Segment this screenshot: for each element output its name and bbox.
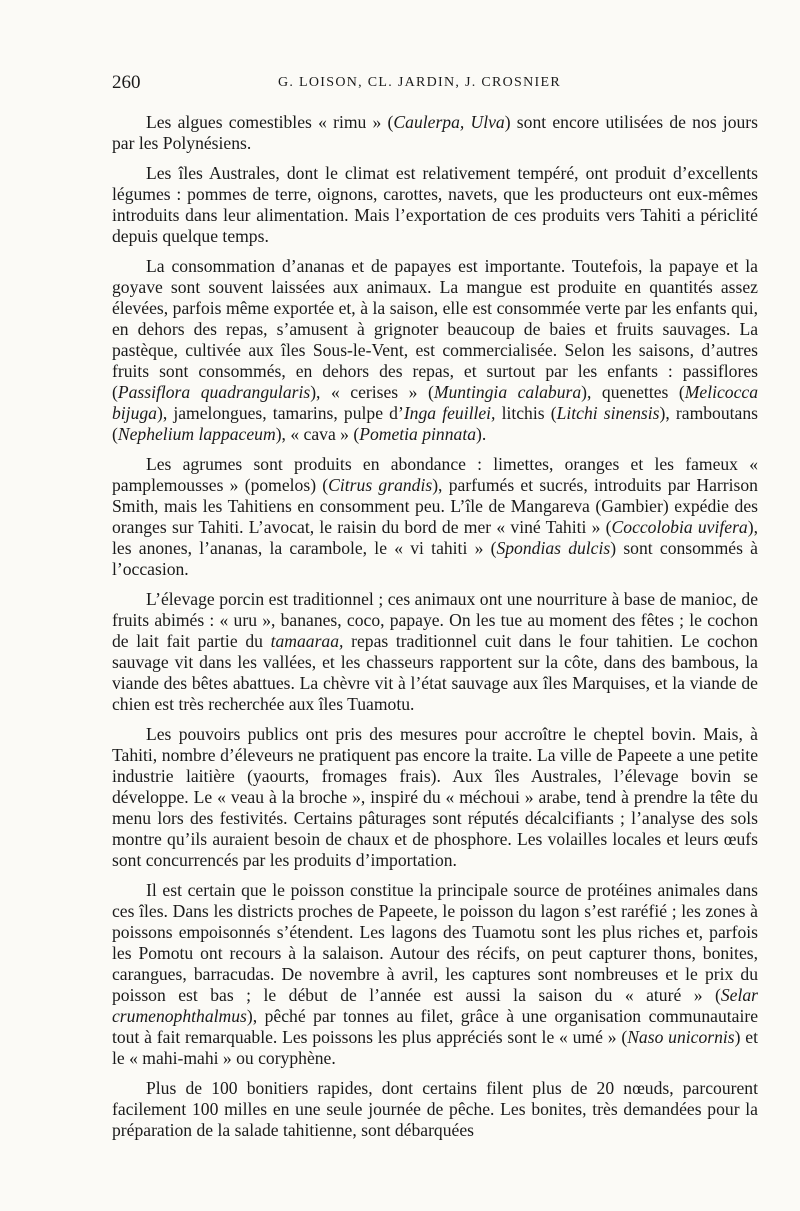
page-header bbox=[112, 72, 758, 98]
text-run: ) sont consommés à l’occasion. bbox=[112, 538, 758, 579]
italic-text: Coccolobia uvifera bbox=[611, 517, 748, 537]
paragraph bbox=[112, 454, 758, 580]
italic-text: Passiflora quadrangularis bbox=[117, 382, 311, 402]
italic-text: tamaaraa, bbox=[270, 631, 344, 651]
paragraph bbox=[112, 1078, 758, 1141]
italic-text: Citrus grandis bbox=[328, 475, 433, 495]
text-run: Les pouvoirs publics ont pris des mesures pour accroître le cheptel bovin. Mais, à Tahiti, nombre d’éleveurs ne pratiquent pas encore la traite. La ville de Papeete a une petite industrie laitière (yaourts, fromages frais). Aux îles Australes, l’élevage bovin se développe. Le « veau à la broche », inspiré du « méchoui » arabe, tend à prendre la tête du menu lors des festivités. Certains pâturages sont réputés décalcifiants ; l’analyse des sols montre qu’ils auraient besoin de chaux et de phosphore. Les volailles locales et leurs œufs sont concurrencés par les produits d’importation. bbox=[112, 724, 758, 870]
paragraph bbox=[112, 589, 758, 715]
running-head-authors: G. LOISON, CL. JARDIN, J. CROSNIER bbox=[278, 75, 561, 90]
body-text bbox=[112, 112, 758, 1150]
text-run: ), pêché par tonnes au filet, grâce à une organisation communautaire tout à fait remarquable. Les poissons les plus appréciés sont le « umé » ( bbox=[112, 1006, 758, 1047]
text-run: ). bbox=[476, 424, 487, 444]
italic-text: Nephelium lappaceum bbox=[117, 424, 276, 444]
text-run: Les agrumes sont produits en abondance : limettes, oranges et les fameux « pamplemousses » (pomelos) ( bbox=[112, 454, 758, 495]
text-run: ) et le « mahi-mahi » ou coryphène. bbox=[112, 1027, 758, 1068]
text-run: Il est certain que le poisson constitue la principale source de protéines animales dans ces îles. Dans les districts proches de Papeete, le poisson du lagon s’est raréfié ; les zones à poissons empoisonnés s’étendent. Les lagons des Tuamotu sont les plus riches et, parfois les Pomotu ont recours à la salaison. Autour des récifs, on peut capturer thons, bonites, carangues, barracudas. De novembre à avril, les captures sont nombreuses et le prix du poisson est bas ; le début de l’année est aussi la saison du « aturé » ( bbox=[112, 880, 758, 1005]
italic-text: Caulerpa, Ulva bbox=[393, 112, 505, 132]
text-run: ), « cerises » ( bbox=[310, 382, 434, 402]
text-run: ), parfumés et sucrés, introduits par Harrison Smith, mais les Tahitiens en consomment peu. L’île de Mangareva (Gambier) expédie des oranges sur Tahiti. L’avocat, le raisin du bord de mer « viné Tahiti » ( bbox=[112, 475, 758, 537]
paragraph bbox=[112, 724, 758, 871]
italic-text: Litchi sinensis bbox=[556, 403, 660, 423]
italic-text: Selar crumenophthalmus bbox=[112, 985, 758, 1026]
italic-text: Pometia pinnata bbox=[359, 424, 477, 444]
paragraph bbox=[112, 163, 758, 247]
italic-text: Muntingia calabura bbox=[433, 382, 582, 402]
italic-text: Melicocca bijuga bbox=[112, 382, 758, 423]
italic-text: Spondias dulcis bbox=[496, 538, 611, 558]
text-run: Plus de 100 bonitiers rapides, dont certains filent plus de 20 nœuds, parcourent facilement 100 milles en une seule journée de pêche. Les bonites, très demandées pour la préparation de la salade tahitienne, sont débarquées bbox=[112, 1078, 758, 1140]
text-run: litchis ( bbox=[495, 403, 557, 423]
paragraph bbox=[112, 880, 758, 1069]
text-run: repas traditionnel cuit dans le four tahitien. Le cochon sauvage vit dans les vallées, et les chasseurs rapportent sur la côte, dans des bambous, la viande des bêtes abattues. La chèvre vit à l’état sauvage aux îles Marquises, et la viande de chien est très recherchée aux îles Tuamotu. bbox=[112, 631, 758, 714]
text-run: ), les anones, l’ananas, la carambole, le « vi tahiti » ( bbox=[112, 517, 758, 558]
paragraph bbox=[112, 256, 758, 445]
text-run: ), « cava » ( bbox=[275, 424, 360, 444]
text-run: Les îles Australes, dont le climat est relativement tempéré, ont produit d’excellents légumes : pommes de terre, oignons, carottes, navets, que les producteurs ont eux-mêmes introduits dans leur alimentation. Mais l’exportation de ces produits vers Tahiti a périclité depuis quelque temps. bbox=[112, 163, 758, 246]
text-run: L’élevage porcin est traditionnel ; ces animaux ont une nourriture à base de manioc, de fruits abimés : « uru », bananes, coco, papaye. On les tue au moment des fêtes ; le cochon de lait fait partie du bbox=[112, 589, 758, 651]
italic-text: Inga feuillei, bbox=[403, 403, 496, 423]
text-run: ) sont encore utilisées de nos jours par les Polynésiens. bbox=[112, 112, 758, 153]
text-run: ), ramboutans ( bbox=[112, 403, 758, 444]
text-run: ), quenettes ( bbox=[581, 382, 685, 402]
text-run: ), jamelongues, tamarins, pulpe d’ bbox=[156, 403, 404, 423]
italic-text: Naso unicornis bbox=[627, 1027, 735, 1047]
page-number: 260 bbox=[112, 72, 141, 93]
paragraph bbox=[112, 112, 758, 154]
text-run: Les algues comestibles « rimu » ( bbox=[146, 112, 394, 132]
text-run: La consommation d’ananas et de papayes est importante. Toutefois, la papaye et la goyave sont souvent laissées aux animaux. La mangue est produite en quantités assez élevées, parfois même exportée et, à la saison, elle est consommée verte par les enfants qui, en dehors des repas, s’amusent à grignoter beaucoup de baies et fruits sauvages. La pastèque, cultivée aux îles Sous-le-Vent, est commercialisée. Selon les saisons, d’autres fruits sont consommés, en dehors des repas, et surtout par les enfants : passiflores ( bbox=[112, 256, 758, 402]
